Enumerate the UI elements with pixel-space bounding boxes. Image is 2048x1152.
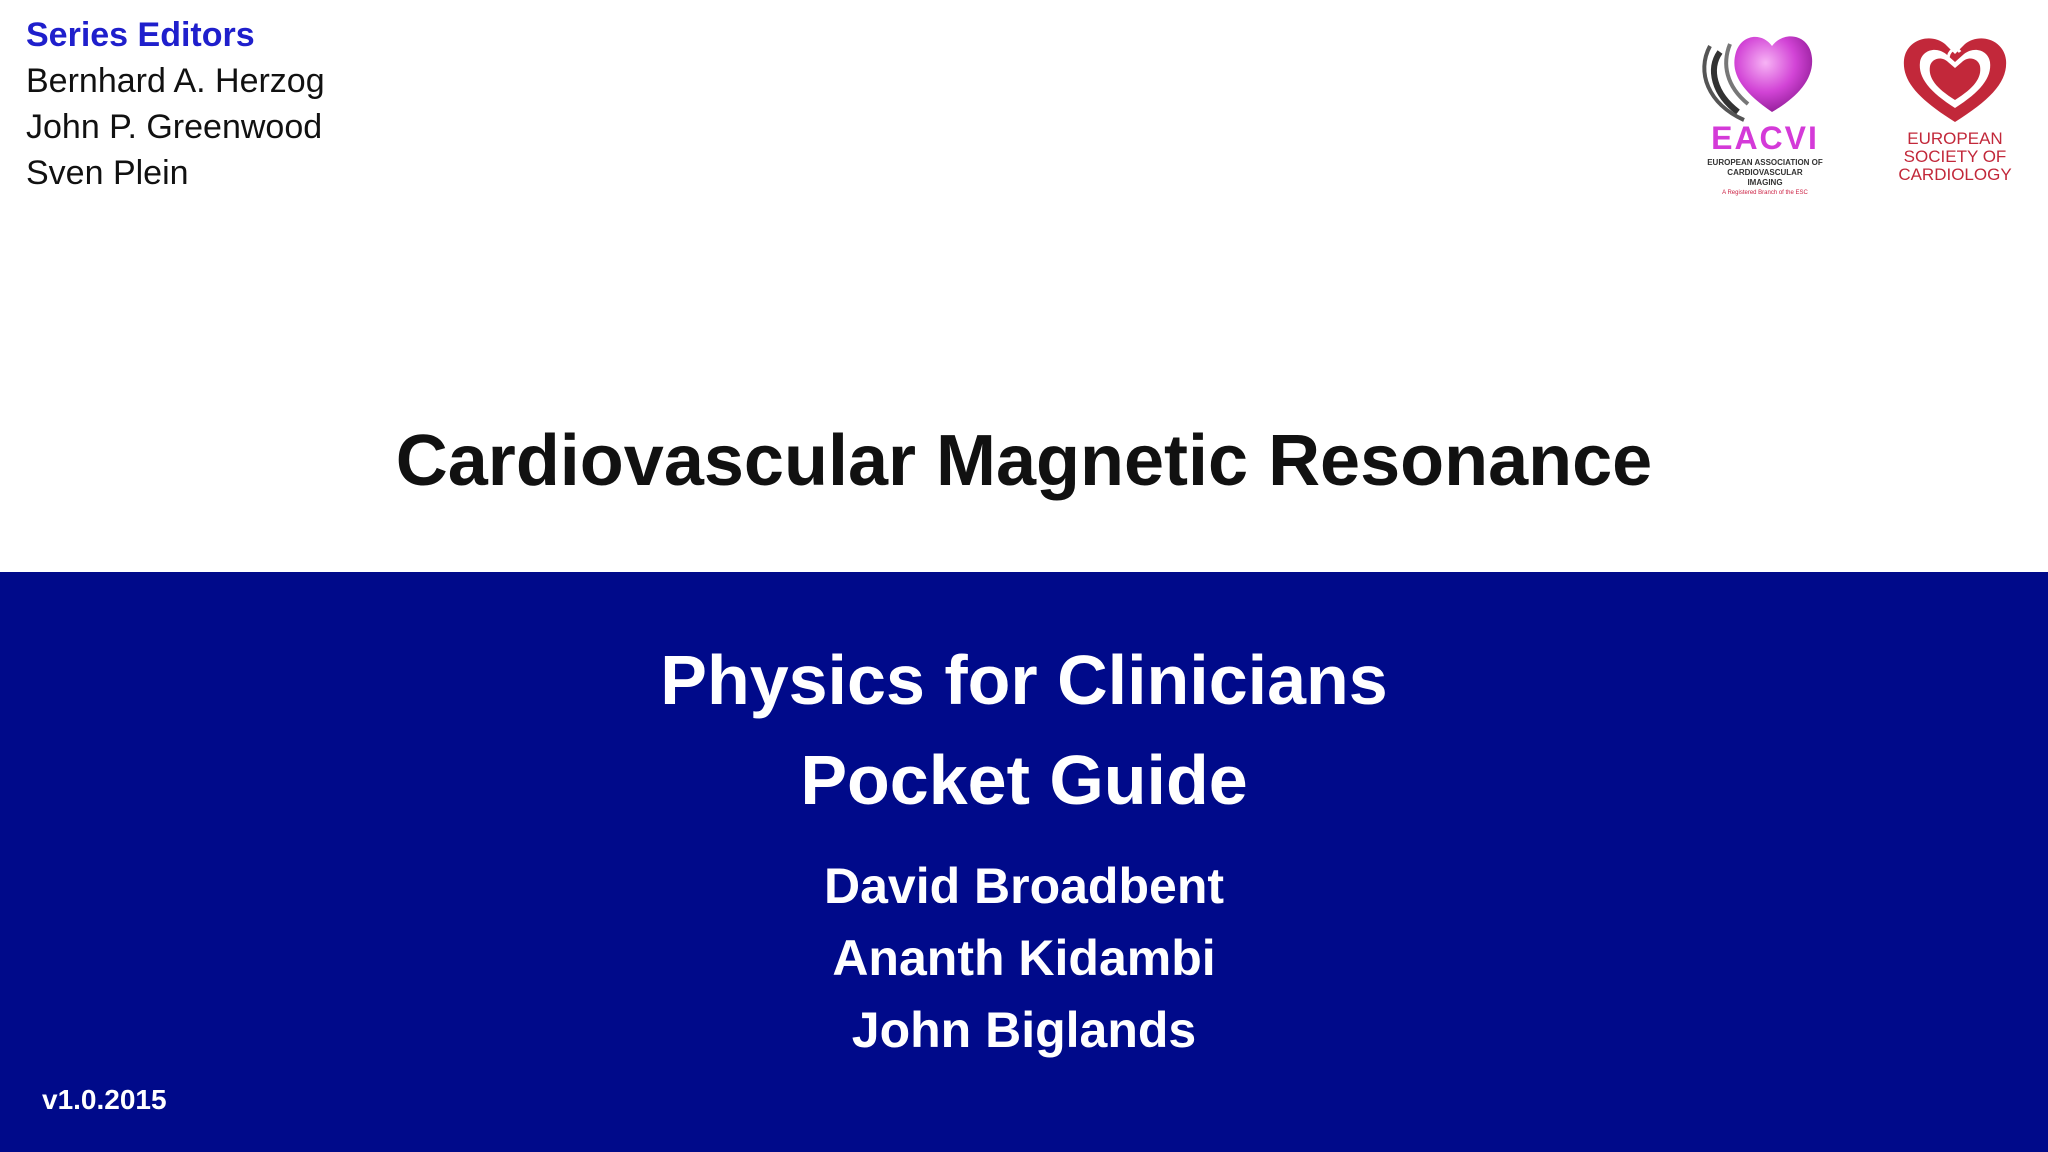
eacvi-subtitle-line: IMAGING (1747, 178, 1783, 187)
esc-logo-line: EUROPEAN (1907, 129, 2003, 148)
eacvi-logo (1700, 24, 1830, 204)
author-name: John Biglands (851, 1002, 1197, 1058)
heart-icon (1890, 30, 2020, 130)
editor-name: Sven Plein (26, 154, 189, 192)
author-name: Ananth Kidambi (832, 930, 1216, 986)
page-title: Cardiovascular Magnetic Resonance (395, 421, 1653, 501)
version-label: v1.0.2015 (42, 1084, 167, 1115)
heart-icon (1700, 24, 1830, 124)
eacvi-logo-name: EACVI (1711, 120, 1819, 156)
title-band (0, 572, 2048, 1152)
esc-logo-text (1890, 130, 2020, 184)
header-section (0, 0, 2048, 572)
author-name: David Broadbent (823, 858, 1225, 914)
subtitle-line: Physics for Clinicians (660, 641, 1388, 719)
eacvi-subtitle-line: EUROPEAN ASSOCIATION OF (1707, 158, 1823, 167)
subtitle-line: Pocket Guide (800, 741, 1248, 819)
eacvi-logo-subtitle (1700, 158, 1830, 188)
series-editors (26, 12, 325, 196)
editor-name: John P. Greenwood (26, 108, 323, 146)
esc-logo (1890, 30, 2020, 190)
esc-logo-line: SOCIETY OF (1903, 147, 2007, 166)
series-editors-heading: Series Editors (26, 16, 255, 54)
subtitle (0, 630, 2048, 830)
eacvi-logo-tagline: A Registered Branch of the ESC (1722, 190, 1808, 196)
editor-name: Bernhard A. Herzog (26, 62, 325, 100)
author-list (0, 850, 2048, 1066)
esc-logo-line: CARDIOLOGY (1898, 165, 2012, 184)
eacvi-subtitle-line: CARDIOVASCULAR (1727, 168, 1803, 177)
